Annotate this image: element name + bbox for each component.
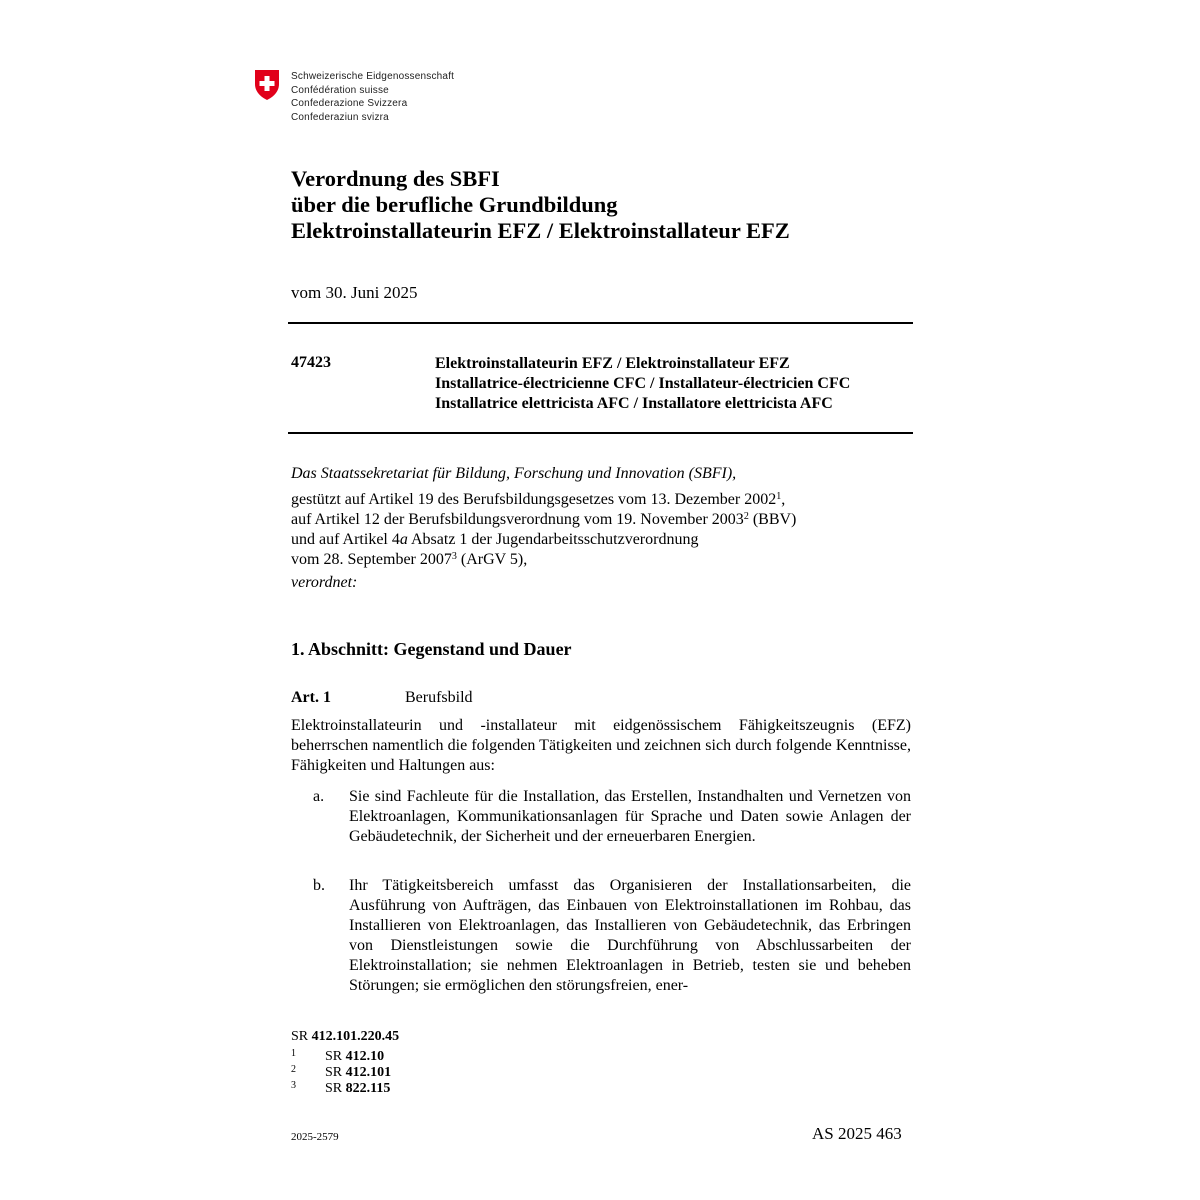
document-number: 2025-2579 bbox=[291, 1131, 339, 1143]
document-title bbox=[291, 166, 790, 244]
preamble-basis-line-4: vom 28. September 2007$^3$ (ArGV 5), bbox=[291, 551, 528, 568]
footnote-number: 3 bbox=[291, 1080, 296, 1091]
list-item-label: a. bbox=[313, 788, 325, 805]
confederation-name-rm: Confederaziun svizra bbox=[291, 111, 389, 123]
list-item-text: Sie sind Fachleute für die Installation, das Erstellen, Instandhalten und Vernetzen von Elektroanlagen, Kommunikationsanlagen für Sprache und Daten sowie Anlagen der Gebäudetechnik, der Sicherheit und der erneuerbaren Energien. bbox=[349, 788, 911, 845]
title-line-2: über die berufliche Grundbildung bbox=[291, 192, 618, 217]
preamble-authority: Das Staatssekretariat für Bildung, Forschung und Innovation (SBFI), bbox=[291, 465, 737, 482]
official-collection-reference: AS 2025 463 bbox=[812, 1124, 902, 1143]
article-title: Berufsbild bbox=[405, 689, 473, 706]
document-date: vom 30. Juni 2025 bbox=[291, 283, 418, 302]
footnote-text: SR 412.101 bbox=[325, 1065, 392, 1080]
footnote-text: SR 822.115 bbox=[325, 1081, 391, 1096]
profession-name-fr: Installatrice-électricienne CFC / Installateur-électricien CFC bbox=[435, 375, 851, 392]
divider-bottom bbox=[288, 432, 913, 434]
profession-names bbox=[435, 354, 850, 414]
list-item bbox=[291, 876, 911, 996]
preamble-basis-line-2: auf Artikel 12 der Berufsbildungsverordnung vom 19. November 2003$^2$ (BBV) bbox=[291, 511, 797, 528]
systematic-collection-number: SR 412.101.220.45 bbox=[291, 1029, 400, 1044]
footnote-ref-3: 3 bbox=[451, 551, 457, 562]
confederation-name-it: Confederazione Svizzera bbox=[291, 98, 408, 109]
divider-top bbox=[288, 322, 913, 324]
footnote-text: SR 412.10 bbox=[325, 1049, 385, 1064]
confederation-name-de: Schweizerische Eidgenossenschaft bbox=[291, 71, 455, 82]
footnote-number: 1 bbox=[291, 1048, 296, 1059]
preamble bbox=[291, 464, 911, 593]
profession-name-de: Elektroinstallateurin EFZ / Elektroinstallateur EFZ bbox=[435, 355, 790, 372]
confederation-name-fr: Confédération suisse bbox=[291, 84, 389, 96]
profession-code: 47423 bbox=[291, 354, 331, 371]
list-item bbox=[291, 787, 911, 847]
profession-name-it: Installatrice elettricista AFC / Installatore elettricista AFC bbox=[435, 395, 833, 412]
title-line-1: Verordnung des SBFI bbox=[291, 166, 500, 191]
swiss-cross-emblem-icon bbox=[253, 69, 281, 101]
article-number: Art. 1 bbox=[291, 689, 331, 706]
list-item-text: Ihr Tätigkeitsbereich umfasst das Organisieren der Installationsarbeiten, die Ausführung von Aufträgen, das Einbauen von Elektroinstallationen im Rohbau, das Installieren von Elektroanlagen, das Installieren von Gebäudetechnik, das Erbringen von Dienstleistungen sowie die Durchführung von Abschlussarbeiten der Elektroinstallation; sie nehmen Elektroanlagen in Betrieb, testen sie und beheben Störungen; sie ermöglichen den störungsfreien, ener- bbox=[349, 877, 911, 994]
footnote-number: 2 bbox=[291, 1064, 296, 1075]
article-intro: Elektroinstallateurin und -installateur mit eidgenössischem Fähigkeitszeugnis (EFZ) beherrschen namentlich die folgenden Tätigkeiten und zeichnen sich durch folgende Kenntnisse, Fähigkeiten und Haltungen aus: bbox=[291, 717, 911, 774]
list-item-label: b. bbox=[313, 877, 325, 894]
footnote-ref-2: 2 bbox=[743, 511, 749, 522]
preamble-basis-line-3: und auf Artikel 4a Absatz 1 der Jugendarbeitsschutzverordnung bbox=[291, 531, 699, 548]
preamble-basis-line-1: gestützt auf Artikel 19 des Berufsbildungsgesetzes vom 13. Dezember 2002$^1$, bbox=[291, 491, 786, 508]
title-line-3: Elektroinstallateurin EFZ / Elektroinstallateur EFZ bbox=[291, 218, 790, 243]
section-heading: 1. Abschnitt: Gegenstand und Dauer bbox=[291, 639, 572, 659]
footnote-ref-1: 1 bbox=[776, 491, 782, 502]
preamble-decrees: verordnet: bbox=[291, 574, 358, 591]
confederation-names bbox=[291, 70, 454, 124]
